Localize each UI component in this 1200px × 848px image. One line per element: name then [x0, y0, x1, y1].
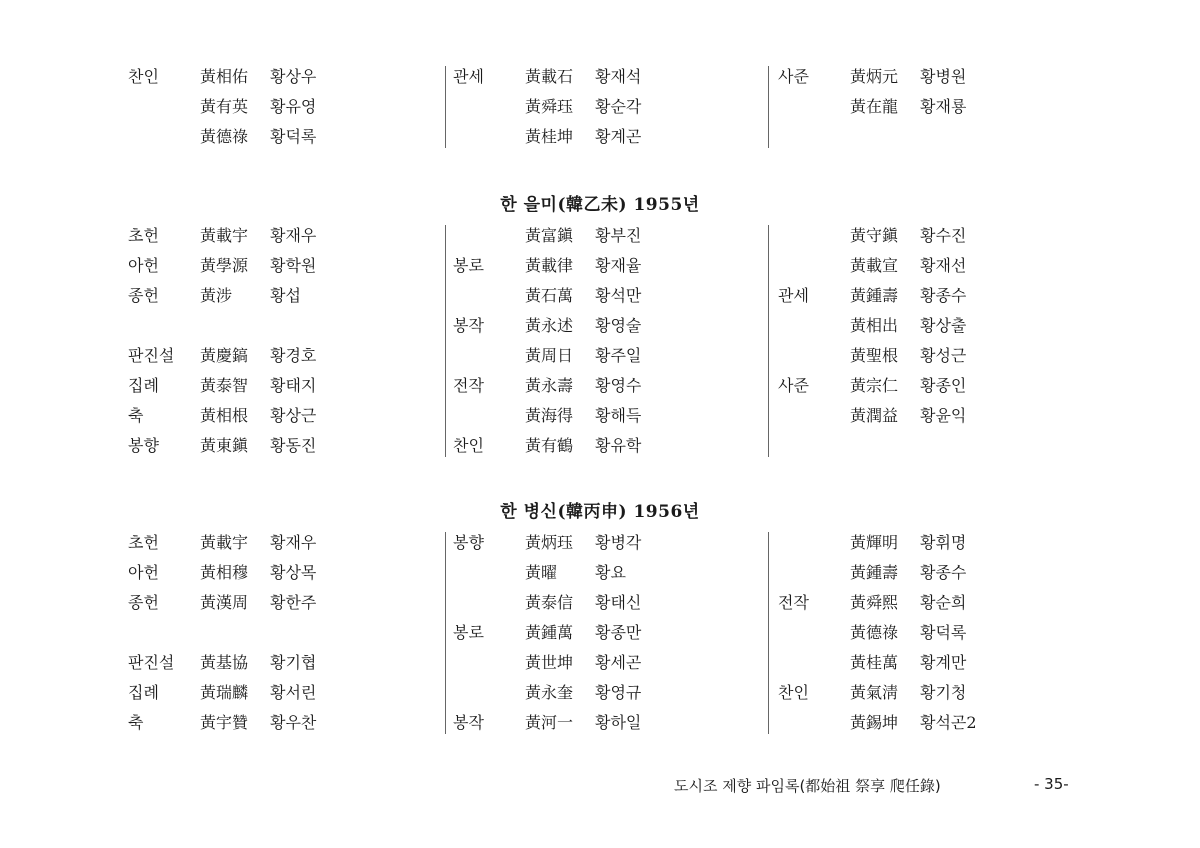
- name-hanja: 黃鍾壽: [850, 563, 899, 582]
- name-hanja: 黃載宣: [850, 256, 899, 275]
- name-hangul: 황태신: [595, 593, 642, 612]
- name-hangul: 황유영: [270, 97, 317, 116]
- name-hanja: 黃永壽: [525, 376, 574, 395]
- name-hangul: 황영규: [595, 683, 642, 702]
- column-divider: [768, 225, 769, 457]
- role-label: 판진설: [128, 653, 175, 672]
- name-hanja: 黃守鎭: [850, 226, 899, 245]
- name-hanja: 黃有英: [200, 97, 249, 116]
- role-label: 축: [128, 406, 144, 425]
- role-label: 판진설: [128, 346, 175, 365]
- column-divider: [768, 66, 769, 148]
- name-hangul: 황서린: [270, 683, 317, 702]
- name-hanja: 黃聖根: [850, 346, 899, 365]
- role-label: 아헌: [128, 256, 159, 275]
- name-hangul: 황학원: [270, 256, 317, 275]
- name-hanja: 黃石萬: [525, 286, 574, 305]
- name-hangul: 황영수: [595, 376, 642, 395]
- name-hanja: 黃舜熙: [850, 593, 899, 612]
- role-label: 전작: [453, 376, 484, 395]
- role-label: 사준: [778, 376, 809, 395]
- page-number: - 35-: [1034, 775, 1069, 793]
- role-label: 봉향: [128, 436, 159, 455]
- name-hanja: 黃周日: [525, 346, 574, 365]
- name-hangul: 황순각: [595, 97, 642, 116]
- role-label: 사준: [778, 67, 809, 86]
- role-label: 봉로: [453, 623, 484, 642]
- name-hangul: 황순희: [920, 593, 967, 612]
- name-hangul: 황주일: [595, 346, 642, 365]
- name-hanja: 黃永奎: [525, 683, 574, 702]
- role-label: 봉작: [453, 713, 484, 732]
- name-hangul: 황재우: [270, 226, 317, 245]
- name-hanja: 黃載律: [525, 256, 574, 275]
- name-hangul: 황경호: [270, 346, 317, 365]
- name-hangul: 황기협: [270, 653, 317, 672]
- name-hangul: 황상근: [270, 406, 317, 425]
- name-hangul: 황종수: [920, 286, 967, 305]
- role-label: 종헌: [128, 286, 159, 305]
- name-hanja: 黃瑞麟: [200, 683, 249, 702]
- column-divider: [445, 532, 446, 734]
- role-label: 집례: [128, 376, 159, 395]
- name-hangul: 황태지: [270, 376, 317, 395]
- name-hangul: 황덕록: [920, 623, 967, 642]
- name-hanja: 黃東鎭: [200, 436, 249, 455]
- name-hangul: 황재룡: [920, 97, 967, 116]
- name-hangul: 황병각: [595, 533, 642, 552]
- name-hangul: 황덕록: [270, 127, 317, 146]
- role-label: 봉로: [453, 256, 484, 275]
- name-hangul: 황동진: [270, 436, 317, 455]
- name-hangul: 황병원: [920, 67, 967, 86]
- name-hanja: 黃德祿: [850, 623, 899, 642]
- role-label: 관세: [778, 286, 809, 305]
- column-divider: [768, 532, 769, 734]
- name-hangul: 황상출: [920, 316, 967, 335]
- name-hanja: 黃相出: [850, 316, 899, 335]
- name-hanja: 黃氣淸: [850, 683, 899, 702]
- role-label: 전작: [778, 593, 809, 612]
- name-hangul: 황요: [595, 563, 626, 582]
- name-hangul: 황윤익: [920, 406, 967, 425]
- footer-title: 도시조 제향 파임록(都始祖 祭享 爬任錄): [674, 777, 941, 795]
- name-hangul: 황기청: [920, 683, 967, 702]
- role-label: 초헌: [128, 226, 159, 245]
- role-label: 봉향: [453, 533, 484, 552]
- name-hangul: 황계만: [920, 653, 967, 672]
- name-hanja: 黃有鶴: [525, 436, 574, 455]
- name-hangul: 황해득: [595, 406, 642, 425]
- name-hanja: 黃桂萬: [850, 653, 899, 672]
- name-hanja: 黃載宇: [200, 226, 249, 245]
- name-hanja: 黃漢周: [200, 593, 249, 612]
- name-hanja: 黃桂坤: [525, 127, 574, 146]
- name-hanja: 黃錫坤: [850, 713, 899, 732]
- name-hangul: 황수진: [920, 226, 967, 245]
- name-hangul: 황우찬: [270, 713, 317, 732]
- name-hanja: 黃輝明: [850, 533, 899, 552]
- name-hanja: 黃永述: [525, 316, 574, 335]
- name-hanja: 黃慶鎬: [200, 346, 249, 365]
- name-hanja: 黃相根: [200, 406, 249, 425]
- name-hangul: 황세곤: [595, 653, 642, 672]
- name-hanja: 黃載宇: [200, 533, 249, 552]
- name-hanja: 黃相佑: [200, 67, 249, 86]
- name-hangul: 황종수: [920, 563, 967, 582]
- role-label: 찬인: [128, 67, 159, 86]
- name-hanja: 黃鍾壽: [850, 286, 899, 305]
- name-hangul: 황하일: [595, 713, 642, 732]
- role-label: 축: [128, 713, 144, 732]
- name-hanja: 黃海得: [525, 406, 574, 425]
- name-hanja: 黃曜: [525, 563, 558, 582]
- name-hangul: 황재석: [595, 67, 642, 86]
- name-hanja: 黃相穆: [200, 563, 249, 582]
- name-hangul: 황휘명: [920, 533, 967, 552]
- name-hanja: 黃學源: [200, 256, 249, 275]
- section-heading: 한 병신(韓丙申) 1956년: [500, 502, 700, 522]
- name-hanja: 黃載石: [525, 67, 574, 86]
- name-hangul: 황재선: [920, 256, 967, 275]
- name-hanja: 黃舜珏: [525, 97, 574, 116]
- name-hangul: 황석만: [595, 286, 642, 305]
- name-hanja: 黃河一: [525, 713, 574, 732]
- name-hanja: 黃炳珏: [525, 533, 574, 552]
- name-hangul: 황유학: [595, 436, 642, 455]
- name-hanja: 黃泰信: [525, 593, 574, 612]
- role-label: 초헌: [128, 533, 159, 552]
- role-label: 봉작: [453, 316, 484, 335]
- name-hangul: 황상목: [270, 563, 317, 582]
- name-hanja: 黃在龍: [850, 97, 899, 116]
- name-hanja: 黃鍾萬: [525, 623, 574, 642]
- column-divider: [445, 225, 446, 457]
- section-heading: 한 을미(韓乙未) 1955년: [500, 195, 700, 215]
- name-hangul: 황종인: [920, 376, 967, 395]
- role-label: 아헌: [128, 563, 159, 582]
- role-label: 관세: [453, 67, 484, 86]
- name-hanja: 黃基協: [200, 653, 249, 672]
- role-label: 찬인: [453, 436, 484, 455]
- role-label: 찬인: [778, 683, 809, 702]
- name-hangul: 황석곤2: [920, 713, 977, 732]
- name-hangul: 황섭: [270, 286, 301, 305]
- name-hangul: 황재율: [595, 256, 642, 275]
- name-hanja: 黃宇贊: [200, 713, 249, 732]
- role-label: 종헌: [128, 593, 159, 612]
- name-hanja: 黃泰智: [200, 376, 249, 395]
- name-hangul: 황재우: [270, 533, 317, 552]
- name-hanja: 黃富鎭: [525, 226, 574, 245]
- name-hanja: 黃潤益: [850, 406, 899, 425]
- name-hanja: 黃世坤: [525, 653, 574, 672]
- name-hanja: 黃炳元: [850, 67, 899, 86]
- name-hanja: 黃涉: [200, 286, 233, 305]
- name-hanja: 黃德祿: [200, 127, 249, 146]
- name-hangul: 황한주: [270, 593, 317, 612]
- name-hangul: 황영술: [595, 316, 642, 335]
- name-hangul: 황상우: [270, 67, 317, 86]
- name-hangul: 황종만: [595, 623, 642, 642]
- name-hangul: 황성근: [920, 346, 967, 365]
- name-hanja: 黃宗仁: [850, 376, 899, 395]
- role-label: 집례: [128, 683, 159, 702]
- name-hangul: 황계곤: [595, 127, 642, 146]
- name-hangul: 황부진: [595, 226, 642, 245]
- column-divider: [445, 66, 446, 148]
